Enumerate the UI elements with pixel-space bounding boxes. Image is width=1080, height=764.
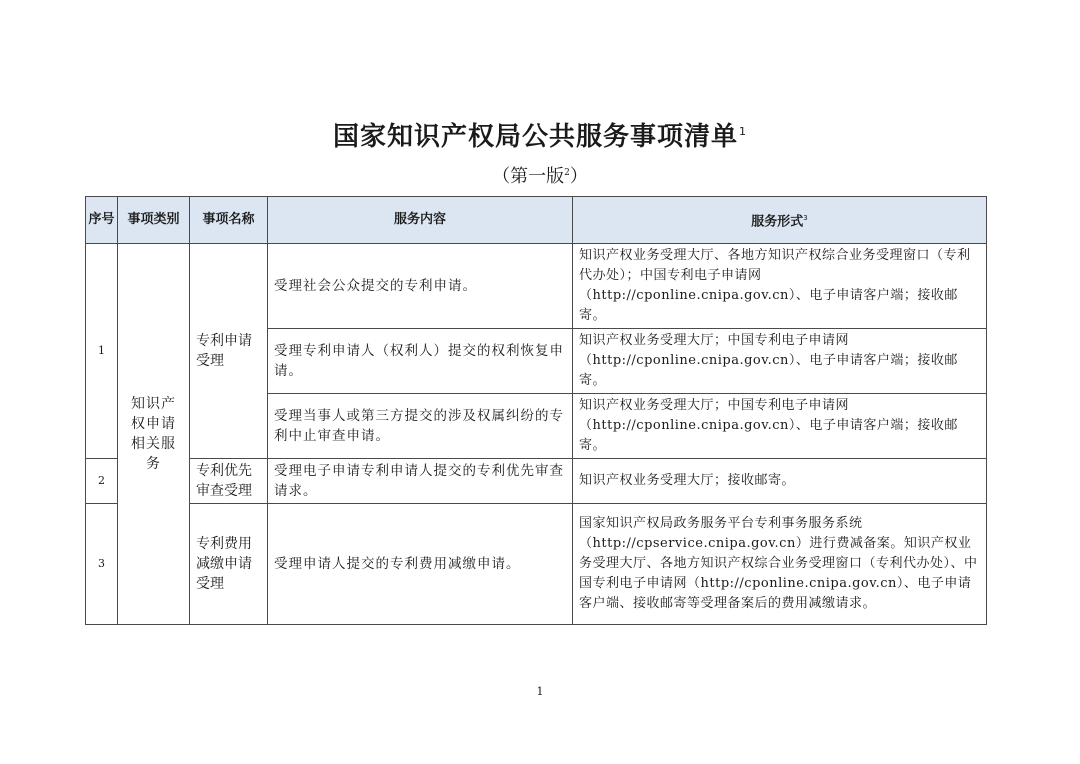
row-form: 知识产权业务受理大厅、各地方知识产权综合业务受理窗口（专利代办处）；中国专利电子申请网（http://cponline.cnipa.gov.cn）、电子申请客户端；接收邮寄。 xyxy=(573,244,987,329)
subtitle-close: ） xyxy=(569,166,588,187)
table-row xyxy=(86,504,987,625)
row-content: 受理社会公众提交的专利申请。 xyxy=(268,244,573,329)
row-name: 专利申请受理 xyxy=(190,244,268,459)
title-text: 国家知识产权局公共服务事项清单 xyxy=(332,122,738,152)
header-form xyxy=(573,197,987,244)
row-content: 受理专利申请人（权利人）提交的权利恢复申请。 xyxy=(268,329,573,394)
table-row xyxy=(86,459,987,504)
row-form: 知识产权业务受理大厅；中国专利电子申请网（http://cponline.cnipa.gov.cn）、电子申请客户端；接收邮寄。 xyxy=(573,329,987,394)
header-name: 事项名称 xyxy=(190,197,268,244)
row-seq: 3 xyxy=(86,504,118,625)
row-seq: 1 xyxy=(86,244,118,459)
row-content: 受理当事人或第三方提交的涉及权属纠纷的专利中止审查申请。 xyxy=(268,394,573,459)
header-content: 服务内容 xyxy=(268,197,573,244)
subtitle-open: （第一版 xyxy=(492,166,565,187)
row-seq: 2 xyxy=(86,459,118,504)
header-form-text: 服务形式 xyxy=(751,214,804,230)
row-name: 专利费用减缴申请受理 xyxy=(190,504,268,625)
table-row xyxy=(86,244,987,329)
subtitle-footnote-mark: 2 xyxy=(564,168,570,178)
document-title xyxy=(0,116,1080,153)
table-header-row xyxy=(86,197,987,244)
document-subtitle xyxy=(0,162,1080,188)
header-form-footnote-mark: 3 xyxy=(803,213,808,222)
header-seq: 序号 xyxy=(86,197,118,244)
row-form: 知识产权业务受理大厅；接收邮寄。 xyxy=(573,459,987,504)
row-content: 受理申请人提交的专利费用减缴申请。 xyxy=(268,504,573,625)
row-name: 专利优先审查受理 xyxy=(190,459,268,504)
row-form: 国家知识产权局政务服务平台专利事务服务系统（http://cpservice.cnipa.gov.cn）进行费减备案。知识产权业务受理大厅、各地方知识产权综合业务受理窗口（专利代办处）、中国专利电子申请网（http://cponline.cnipa.gov.cn）、电子申请客户端、接收邮寄等受理备案后的费用减缴请求。 xyxy=(573,504,987,625)
row-form: 知识产权业务受理大厅；中国专利电子申请网（http://cponline.cnipa.gov.cn）、电子申请客户端；接收邮寄。 xyxy=(573,394,987,459)
page-number: 1 xyxy=(536,685,544,698)
service-table xyxy=(85,196,987,625)
row-content: 受理电子申请专利申请人提交的专利优先审查请求。 xyxy=(268,459,573,504)
header-category: 事项类别 xyxy=(118,197,190,244)
category-cell: 知识产权申请相关服务 xyxy=(118,244,190,625)
title-footnote-mark: 1 xyxy=(739,125,747,139)
